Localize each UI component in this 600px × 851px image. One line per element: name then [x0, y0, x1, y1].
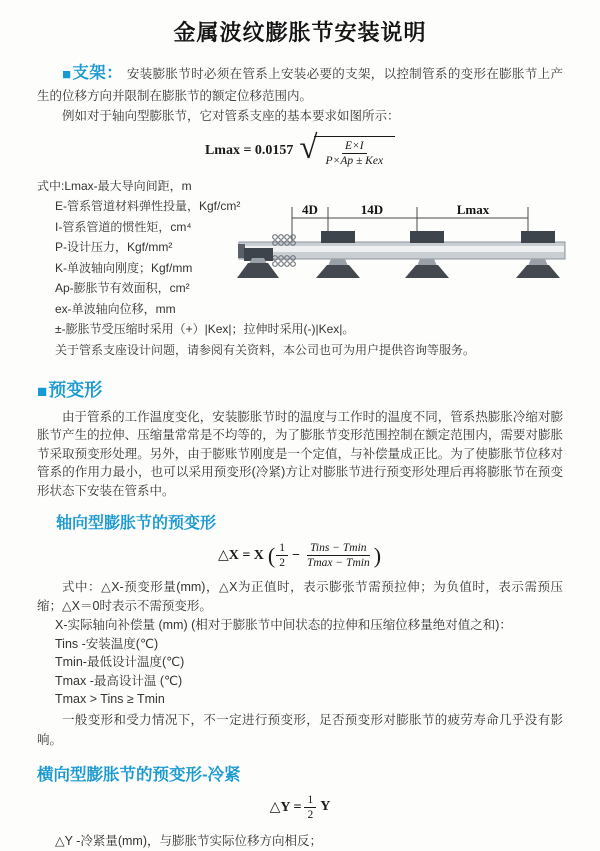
open-paren: ( [267, 542, 276, 568]
support-intro-text: 安装膨胀节时必须在管系上安装必要的支架，以控制管系的变形在膨胀节上产生的位移方向并限制在膨胀节的额定位移范围内。 [37, 67, 564, 103]
fraction-denominator: P×Ap ± Kex [325, 154, 384, 167]
definition-line: I-管系管道的惯性矩，cm⁴ [55, 219, 192, 234]
definition-line: X-实际轴向补偿量 (mm) (相对于膨胀节中间状态的拉伸和压缩位移量绝对值之和)： [55, 618, 512, 632]
formula-prefix: Lmax = 0.0157 [204, 143, 294, 158]
dimension-label: 14D [360, 201, 384, 217]
half-fraction [304, 793, 316, 822]
fraction-numerator: 1 [304, 793, 316, 808]
definition-line: ex-单波轴向位移，mm [55, 301, 176, 316]
definition-line: Ap-膨胀节有效面积，cm² [55, 281, 190, 295]
pipe-support-diagram [235, 202, 567, 298]
formula-lhs: △X = X [217, 548, 264, 563]
axial-closing-line: 一般变形和受力情况下，不一定进行预变形，足否预变形对膨胀节的疲劳寿命几乎没有影响。 [37, 712, 563, 747]
axial-formula-note: 式中：△X-预变形量(mm)，△X为正值时，表示膨张节需预拉伸；为负值时，表示需预压缩；△X＝0时表示不需预变形。 [37, 580, 563, 613]
radical-icon: √ [299, 129, 318, 166]
definition-line: Tins -安装温度(℃) [55, 636, 159, 651]
formula-rhs: Y [320, 799, 331, 814]
fraction-denominator: 2 [307, 808, 314, 821]
fraction-numerator: E×I [342, 139, 367, 154]
predeform-heading-text: 预变形 [48, 379, 103, 400]
dimension-label: Lmax [456, 201, 490, 217]
definition-line: K-单波轴向刚度；Kgf/mm [55, 260, 193, 275]
fraction-denominator: 2 [279, 557, 285, 569]
section-square-icon: ■ [62, 66, 72, 83]
fraction-numerator: 1 [276, 541, 288, 556]
dimension-label: 4D [302, 201, 318, 217]
minus-operator: − [292, 547, 300, 563]
axial-definition-list [37, 616, 563, 709]
square-root [299, 129, 395, 168]
formula-lhs: △Y = [269, 799, 302, 815]
definition-line: E-管系管道材料弹性投量，Kgf/cm² [55, 199, 241, 213]
definition-line: Tmax -最高设计温 (℃) [55, 673, 183, 688]
support-intro-paragraph [37, 63, 563, 106]
half-fraction [276, 541, 288, 570]
predeform-paragraph: 由于管系的工作温度变化，安装膨胀节时的温度与工作时的温度不同，管系热膨胀冷缩对膨胀节产生的拉伸、压缩量常常是不均等的，为了膨胀节变形范围控制在额定范围内，需要对膨胀节采取预变形处理。另外，由于膨账节刚度是一个定值，与补偿量成正比。为了使膨胀节位移对管系的作用力最小，也可以采用预变形(冷紧)方让对膨胀节进行预变形处理后再将膨胀节在预变形状态下安装在管系中。 [37, 409, 563, 498]
pipe [238, 242, 565, 259]
lmax-formula [37, 129, 563, 168]
support-section-heading: 支架： [72, 64, 123, 82]
lateral-predeform-formula [37, 793, 563, 822]
pipe-end-cap [238, 244, 245, 258]
page-title: 金属波纹膨胀节安装说明 [173, 20, 427, 45]
definition-line: ±-膨胀节受压缩时采用（+）|Kex|；拉伸时采用(-)|Kex|。 [55, 322, 355, 336]
fraction-denominator: Tmax − Tmin [306, 557, 370, 569]
section-square-icon: ■ [37, 381, 48, 401]
lateral-predeform-heading: 横向型膨胀节的预变形-冷紧 [37, 765, 241, 784]
fraction-numerator: Tins − Tmin [307, 541, 369, 556]
axial-predeform-heading: 轴向型膨胀节的预变形 [56, 515, 217, 532]
axial-predeform-formula [37, 541, 563, 570]
temperature-fraction [304, 541, 373, 570]
close-paren: ) [373, 542, 382, 568]
definition-line: 式中:Lmax-最大导向间距，m [37, 178, 192, 193]
definition-line: P-设计压力，Kgf/mm² [55, 240, 173, 254]
support-example-line: 例如对于轴向型膨胀节，它对管系支座的基本要求如图所示： [62, 109, 400, 123]
predeform-section-heading [37, 376, 563, 402]
definition-line: Tmax > Tins ≥ Tmin [55, 692, 165, 706]
definition-line: Tmin-最低设计温度(℃) [55, 655, 185, 669]
lateral-formula-note: △Y -冷紧量(mm)，与膨胀节实际位移方向相反； [55, 833, 323, 848]
definitions-and-diagram [37, 176, 563, 362]
formula-fraction [323, 139, 387, 168]
definition-line: 关于管系支座设计问题，请参阅有关资料，本公司也可为用户提供咨询等服务。 [55, 342, 476, 357]
